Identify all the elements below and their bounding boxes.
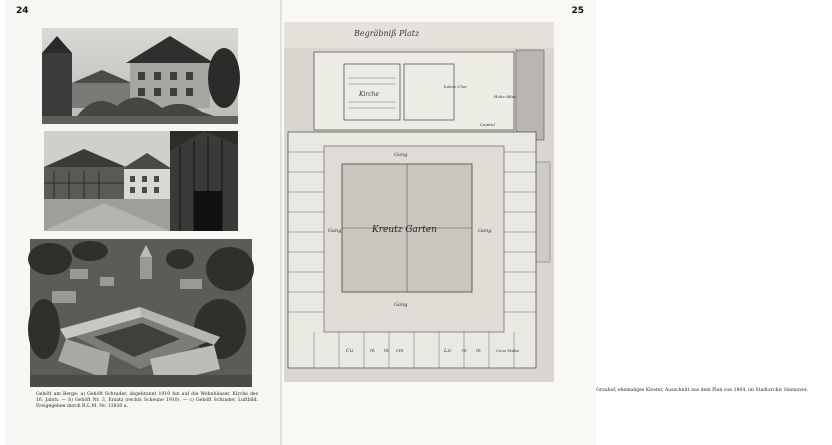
plan-courtyard-label: Kreutz Garten xyxy=(372,225,437,235)
page-number-right: 25 xyxy=(571,6,584,16)
right-page-caption: Grauhof, ehemaliges Kloster, Ausschnitt aus dem Plan von 1804, im Stadtarchiv Hannover. xyxy=(596,388,808,393)
plan-bottom-label-7: m xyxy=(476,348,481,354)
plan-bottom-label-2: m xyxy=(370,348,375,354)
plan-side-label-1: hohes Chor xyxy=(444,84,468,89)
plan-corridor-label-top: Gang xyxy=(394,152,408,158)
historic-floor-plan xyxy=(284,22,554,382)
photo-upper-farmhouse xyxy=(42,28,238,124)
plan-bottom-label-5: Lic xyxy=(444,348,452,354)
plan-corridor-label-left: Gang xyxy=(328,228,342,234)
plan-side-label-4: Capitul xyxy=(480,122,495,127)
page-number-left: 24 xyxy=(16,6,29,16)
photo-aerial-village xyxy=(30,239,252,387)
left-page xyxy=(6,0,282,445)
left-page-caption: Gehöft am Berge; a) Gehöft Schrader, abgebrannt 1910 hin auf die Wohnhäuser. Kirche des 16. Jahrh. — b) Gehöft Nr. 3, Ersatz (rechts Scheune 1910). — c) Gehöft Schrader, Luftbild. Freigegeben durch R.L.M. Nr. 13830 a. xyxy=(36,392,258,409)
plan-bottom-label-3: m xyxy=(384,348,389,354)
photo-courtyard-buildings xyxy=(44,131,238,231)
plan-corridor-label-right: Gang xyxy=(478,228,492,234)
plan-side-label-2: Hohe Altar xyxy=(494,94,517,99)
plan-bottom-label-8: Cura Stube xyxy=(496,348,520,353)
plan-top-label: Begräbniß Platz xyxy=(354,29,420,38)
plan-church-label: Kirche xyxy=(359,91,380,98)
plan-corridor-label-bottom: Gang xyxy=(394,302,408,308)
right-page xyxy=(284,0,808,445)
plan-bottom-label-1: Cu xyxy=(346,348,354,354)
plan-bottom-label-6: m xyxy=(462,348,467,354)
plan-bottom-label-4: cm xyxy=(396,348,404,354)
